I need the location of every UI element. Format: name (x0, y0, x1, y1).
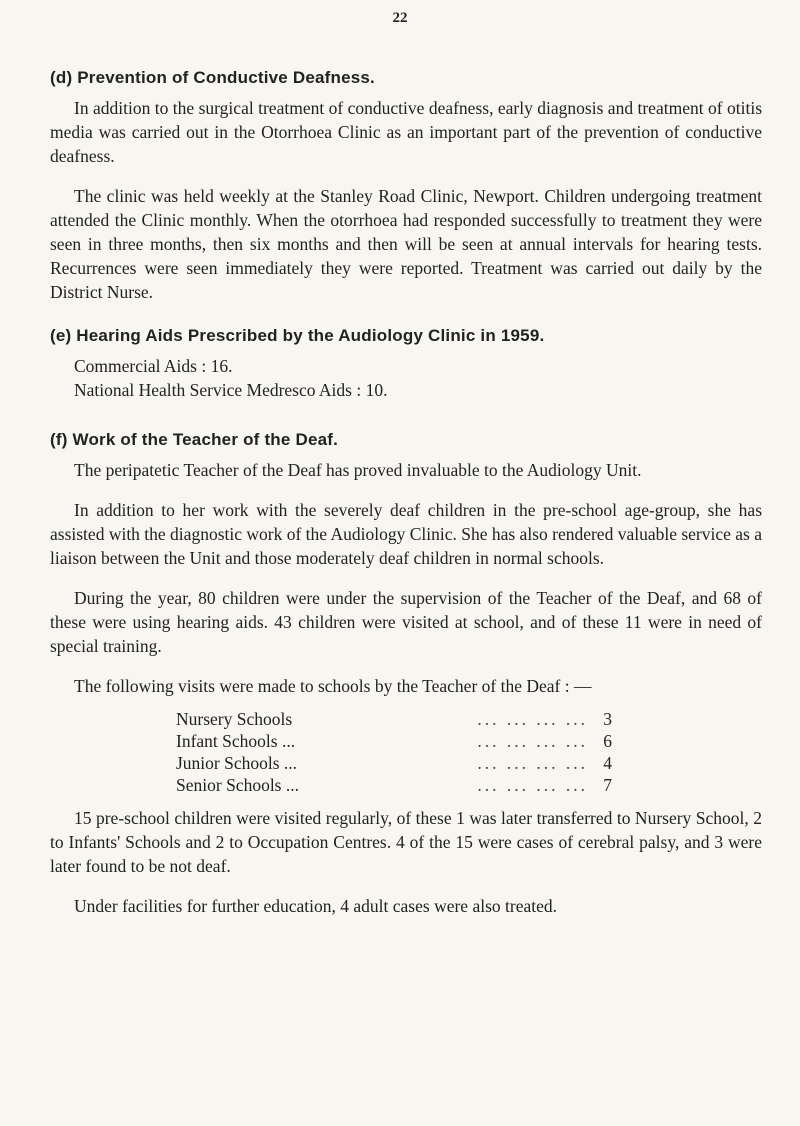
page-number: 22 (392, 10, 408, 26)
paragraph: 15 pre-school children were visited regularly, of these 1 was later transferred to Nursery School, 2 to Infants' Schools and 2 to Occupation Centres. 4 of the 15 were cases of cerebral palsy, and 3 were later found to be not deaf. (50, 808, 762, 876)
section-e (50, 326, 762, 402)
paragraph: The peripatetic Teacher of the Deaf has proved invaluable to the Audiology Unit. (74, 460, 642, 480)
visits-table (176, 708, 612, 796)
visit-row (176, 708, 612, 730)
section-heading: (e) Hearing Aids Prescribed by the Audiology Clinic in 1959. (50, 326, 545, 345)
visit-leader: ... ... ... ... (477, 753, 588, 773)
document-body (50, 68, 762, 940)
visit-leader: ... ... ... ... (477, 775, 588, 795)
visit-label: Infant Schools ... (176, 731, 296, 751)
section-heading: (f) Work of the Teacher of the Deaf. (50, 430, 339, 449)
paragraph: In addition to her work with the severely deaf children in the pre-school age-group, she has assisted with the diagnostic work of the Audiology Clinic. She has also rendered valuable service as a liaison between the Unit and those moderately deaf children in normal schools. (50, 500, 762, 568)
visit-count: 6 (603, 731, 612, 751)
paragraph: During the year, 80 children were under the supervision of the Teacher of the Deaf, and 68 of these were using hearing aids. 43 children were visited at school, and of these 11 were in need of special training. (50, 588, 762, 656)
paragraph: The clinic was held weekly at the Stanley Road Clinic, Newport. Children undergoing treatment attended the Clinic monthly. When the otorrhoea had responded successfully to treatment they were seen in three months, then six months and then will be seen at annual intervals for hearing tests. Recurrences were seen immediately they were reported. Treatment was carried out daily by the District Nurse. (50, 186, 762, 302)
visit-leader: ... ... ... ... (477, 731, 588, 751)
section-f (50, 430, 762, 918)
paragraph: In addition to the surgical treatment of conductive deafness, early diagnosis and treatment of otitis media was carried out in the Otorrhoea Clinic as an important part of the prevention of conductive deafness. (50, 98, 762, 166)
visit-count: 3 (603, 709, 612, 729)
visit-row (176, 774, 612, 796)
visit-label: Junior Schools ... (176, 753, 298, 773)
section-d (50, 68, 762, 304)
aid-line: National Health Service Medresco Aids : 10. (74, 380, 388, 400)
visit-count: 7 (603, 775, 612, 795)
paragraph: Under facilities for further education, 4 adult cases were also treated. (74, 896, 557, 916)
visit-count: 4 (603, 753, 612, 773)
visit-leader: ... ... ... ... (477, 709, 588, 729)
visit-row (176, 752, 612, 774)
visit-row (176, 730, 612, 752)
visit-label: Nursery Schools (176, 709, 293, 729)
section-heading: (d) Prevention of Conductive Deafness. (50, 68, 375, 87)
aid-line: Commercial Aids : 16. (74, 356, 233, 376)
paragraph: The following visits were made to schools by the Teacher of the Deaf : — (74, 676, 592, 696)
visit-label: Senior Schools ... (176, 775, 299, 795)
